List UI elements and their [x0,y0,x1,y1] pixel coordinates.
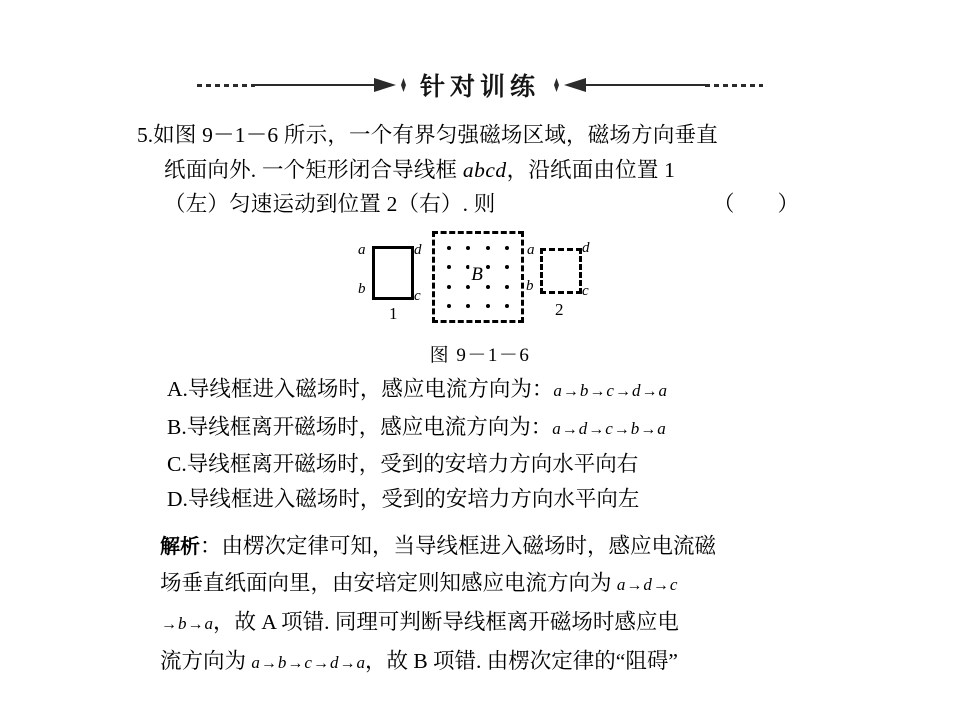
field-dot [447,265,451,269]
option-b[interactable] [167,410,887,448]
wire-loop-position-2 [540,248,582,294]
question-block [137,118,837,222]
option-b-sequence [552,419,666,438]
sequence-letter: d [578,418,588,438]
field-dot [447,304,451,308]
explanation-block [160,528,860,682]
ornament-right [549,73,763,97]
option-b-text: 导线框离开磁场时，感应电流方向为： [186,414,553,439]
ornament-arrowhead-left [374,78,396,92]
explanation-text-3: ，故 A 项错. 同理可判断导线框离开磁场时感应电 [213,610,679,634]
wire-loop-position-1 [372,246,414,300]
option-d[interactable] [167,482,887,517]
field-dot [486,265,490,269]
explanation-sequence-3 [251,653,365,672]
question-text-3: （左）匀速运动到位置 2（右）. 则 [164,192,496,216]
ornament-line-right [585,84,705,86]
loop2-label-b: b [526,278,534,294]
figure-caption: 图 9－1－6 [429,345,531,366]
arrow-icon: → [652,577,669,594]
option-a-sequence [553,381,667,400]
ornament-line-left [255,84,375,86]
loop1-label-c: c [414,288,421,304]
arrow-icon: → [588,420,605,438]
loop1-label-d: d [414,242,422,258]
option-a-letter: A. [167,377,188,401]
section-header [0,62,960,108]
loop2-label-c: c [582,283,589,299]
arrow-icon: → [339,655,356,672]
option-a-text: 导线框进入磁场时，感应电流方向为： [187,377,554,401]
option-c-text: 导线框离开磁场时，受到的安培力方向水平向右 [186,452,639,476]
sequence-letter: d [631,381,641,400]
question-text-1: 如图 9－1－6 所示，一个有界匀强磁场区域，磁场方向垂直 [153,123,718,147]
explanation-colon: ： [200,534,222,558]
arrow-icon: → [260,655,277,672]
question-text-2a: 纸面向外. 一个矩形闭合导线框 [164,157,463,182]
field-dot [505,265,509,269]
sequence-letter: c [605,418,613,438]
arrow-icon: → [562,383,579,400]
field-dot [447,246,451,250]
option-a[interactable] [167,372,887,410]
sequence-letter: a [553,381,562,400]
sequence-letter: c [669,575,678,594]
explanation-line-2 [160,565,860,604]
sequence-letter: a [657,418,666,438]
sequence-letter: d [329,653,339,672]
arrow-icon: → [287,655,304,672]
arrow-icon: → [312,655,329,672]
question-number: 5. [137,123,154,147]
arrow-icon: → [641,383,658,400]
explanation-label: 解析 [160,534,200,558]
option-d-letter: D. [167,486,188,511]
physics-figure [0,228,960,336]
question-line-2 [137,153,837,188]
explanation-sequence-2 [160,614,213,633]
explanation-text-4b: ，故 B 项错. 由楞次定律的“阻碍” [364,649,678,673]
loop-name-italic: abcd [462,157,507,182]
ornament-pip-right [554,78,559,92]
question-line-3 [137,187,837,222]
question-line-1 [137,118,837,153]
ornament-dots-right [705,84,763,87]
answer-blank-parenthesis[interactable]: （ ） [712,192,799,216]
options-list [167,372,887,516]
option-c-letter: C. [167,452,187,476]
explanation-text-2: 场垂直纸面向里，由安培定则知感应电流方向为 [160,571,617,595]
field-dot [466,304,470,308]
field-dot [466,246,470,250]
loop1-label-a: a [358,242,366,258]
arrow-icon: → [626,577,643,594]
explanation-line-1 [160,528,860,565]
explanation-sequence-1 [617,575,678,594]
sequence-letter: b [277,653,287,672]
ornament-dots-left [197,84,255,87]
section-title: 针对训练 [419,72,540,101]
sequence-letter: b [630,418,640,438]
field-dot [447,285,451,289]
field-dot [505,285,509,289]
sequence-letter: b [579,381,589,400]
magnetic-field-region [432,231,524,323]
arrow-icon: → [161,616,177,633]
position-1-label: 1 [389,304,398,323]
sequence-letter: c [606,381,614,400]
sequence-letter: c [304,653,312,672]
sequence-letter: a [658,381,667,400]
option-b-letter: B. [167,414,187,439]
field-dot [505,246,509,250]
explanation-line-3 [160,604,860,643]
explanation-line-4 [160,643,860,682]
option-c[interactable] [167,447,887,482]
arrow-icon: → [613,420,630,438]
arrow-icon: → [187,616,204,633]
sequence-letter: d [643,575,652,594]
explanation-text-1: 由楞次定律可知，当导线框进入磁场时，感应电流磁 [221,534,717,558]
field-dot [486,304,490,308]
arrow-icon: → [614,383,631,400]
ornament-arrowhead-right [564,78,586,92]
ornament-pip-left [401,78,406,92]
option-d-text: 导线框进入磁场时，受到的安培力方向水平向左 [187,486,640,511]
field-strength-label-B: B [471,264,483,286]
loop2-label-d: d [582,240,590,256]
sequence-letter: a [204,614,213,633]
loop2-label-a: a [527,242,535,258]
loop1-label-b: b [358,281,366,297]
sequence-letter: a [552,418,561,438]
field-dot [505,304,509,308]
ornament-left [197,73,411,97]
field-dot [486,246,490,250]
position-2-label: 2 [555,300,564,319]
question-text-2b: ，沿纸面由位置 1 [506,157,676,182]
arrow-icon: → [561,420,578,438]
explanation-text-4a: 流方向为 [160,649,252,673]
arrow-icon: → [640,420,657,438]
sequence-letter: b [178,614,187,633]
arrow-icon: → [589,383,606,400]
field-dot [486,285,490,289]
sequence-letter: a [356,653,365,672]
sequence-letter: a [616,575,626,594]
sequence-letter: a [251,653,260,672]
